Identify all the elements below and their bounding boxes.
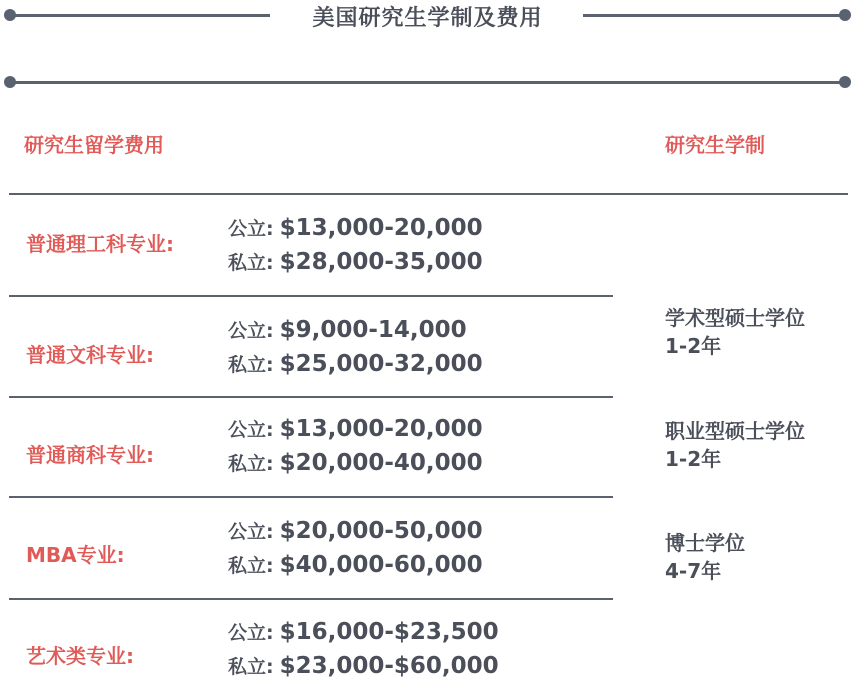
fee-public: [228, 615, 499, 650]
degree-item: [665, 304, 805, 360]
fee-private-value: $20,000-40,000: [279, 450, 483, 476]
category-label: 艺术类专业:: [26, 644, 134, 668]
degree-duration: 1-2年: [665, 447, 722, 471]
fee-public-value: $9,000-14,000: [279, 317, 467, 343]
degree-name: 学术型硕士学位: [665, 306, 805, 330]
header-rule: [10, 81, 846, 84]
degree-item: [665, 529, 745, 585]
private-label: 私立:: [228, 555, 274, 577]
fee-public: [228, 412, 483, 447]
degree-name: 博士学位: [665, 531, 745, 555]
fee-private: [228, 347, 483, 382]
page-title: [0, 1, 855, 32]
category-label: 普通文科专业:: [26, 343, 154, 367]
fee-private: [228, 649, 499, 684]
row-separator: [9, 598, 613, 600]
public-label: 公立:: [228, 218, 274, 240]
fees-header: 研究生留学费用: [24, 133, 164, 157]
fee-public-value: $20,000-50,000: [279, 518, 483, 544]
fee-private: [228, 245, 483, 280]
degree-duration: 1-2年: [665, 334, 722, 358]
program-header: 研究生学制: [665, 133, 765, 157]
fee-private-value: $23,000-$60,000: [279, 653, 499, 679]
fee-public: [228, 514, 483, 549]
category-label: MBA专业:: [26, 543, 125, 567]
fee-private-value: $25,000-32,000: [279, 351, 483, 377]
fee-public: [228, 211, 483, 246]
private-label: 私立:: [228, 656, 274, 678]
private-label: 私立:: [228, 453, 274, 475]
table-top-rule: [9, 193, 848, 195]
row-separator: [9, 295, 613, 297]
header-rule-left-dot: [4, 76, 16, 88]
fee-private-value: $28,000-35,000: [279, 249, 483, 275]
private-label: 私立:: [228, 252, 274, 274]
public-label: 公立:: [228, 622, 274, 644]
fee-private: [228, 548, 483, 583]
fee-public-value: $13,000-20,000: [279, 215, 483, 241]
category-label: 普通商科专业:: [26, 443, 154, 467]
page-title-text: 美国研究生学制及费用: [298, 6, 556, 31]
row-separator: [9, 396, 613, 398]
fee-public: [228, 313, 467, 348]
header-rule-right-dot: [839, 76, 851, 88]
category-label: 普通理工科专业:: [26, 232, 174, 256]
row-separator: [9, 496, 613, 498]
public-label: 公立:: [228, 320, 274, 342]
degree-item: [665, 417, 805, 473]
fee-public-value: $16,000-$23,500: [279, 619, 499, 645]
public-label: 公立:: [228, 521, 274, 543]
degree-name: 职业型硕士学位: [665, 419, 805, 443]
public-label: 公立:: [228, 419, 274, 441]
fee-private-value: $40,000-60,000: [279, 552, 483, 578]
fee-private: [228, 446, 483, 481]
private-label: 私立:: [228, 354, 274, 376]
fee-public-value: $13,000-20,000: [279, 416, 483, 442]
degree-duration: 4-7年: [665, 559, 722, 583]
